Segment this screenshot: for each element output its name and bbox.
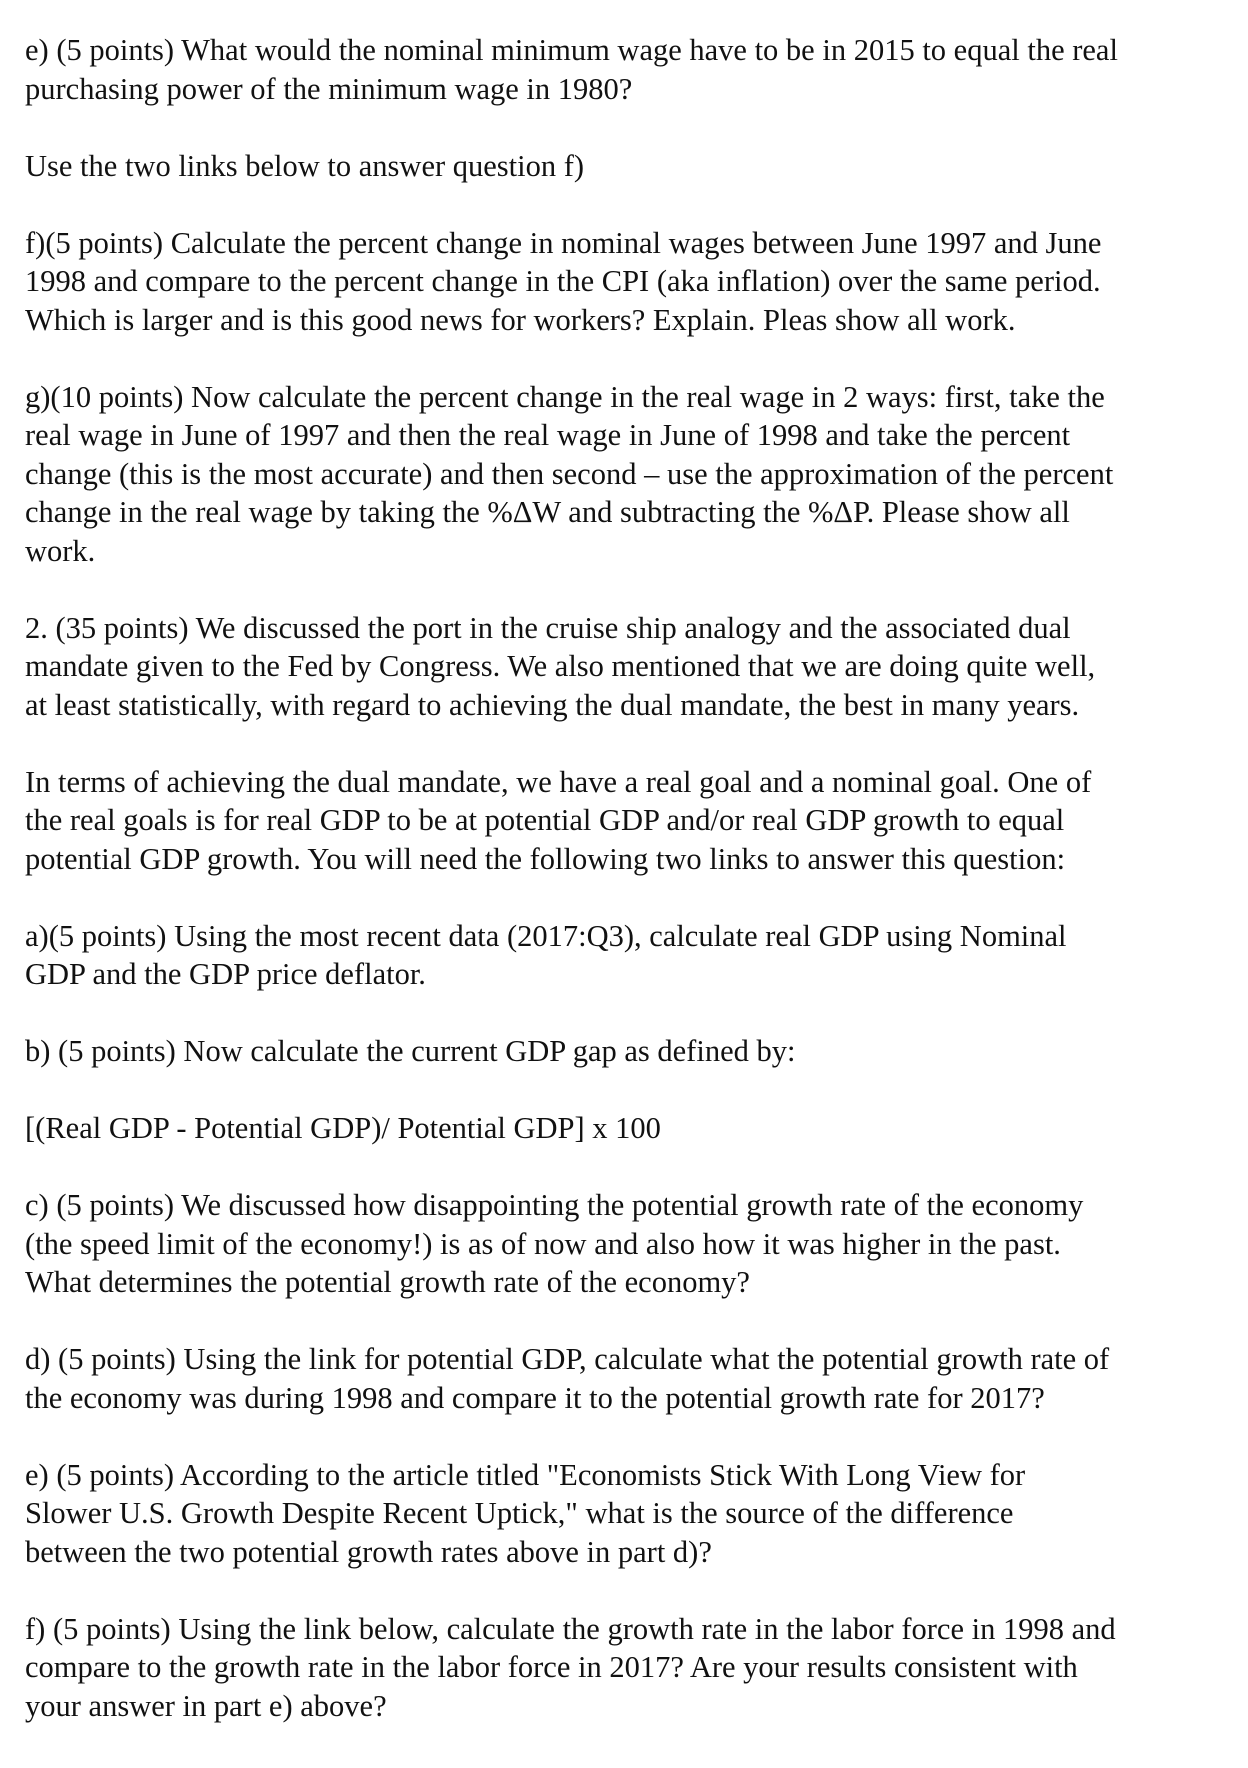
question-2e-article: e) (5 points) According to the article titled "Economists Stick With Long View for Slower U.S. Growth Despite Recent Uptick," what is the source of the difference between the two potential growth rates above in part d)?: [25, 1457, 1026, 1569]
question-1e-min-wage: e) (5 points) What would the nominal minimum wage have to be in 2015 to equal the real purchasing power of the minimum wage in 1980?: [25, 33, 1118, 106]
question-1f-nominal-wages: f)(5 points) Calculate the percent change in nominal wages between June 1997 and June 1998 and compare to the percent change in the CPI (aka inflation) over the same period. Which is larger and is this good news for workers? Explain. Pleas show all work.: [25, 225, 1102, 337]
question-2d-potential-growth-rate: d) (5 points) Using the link for potential GDP, calculate what the potential growth rate of the economy was during 1998 and compare it to the potential growth rate for 2017?: [25, 1342, 1110, 1415]
gdp-gap-formula: [(Real GDP - Potential GDP)/ Potential GDP] x 100: [25, 1111, 661, 1145]
question-2-intro: 2. (35 points) We discussed the port in the cruise ship analogy and the associated dual mandate given to the Fed by Congress. We also mentioned that we are doing quite well, at least statistically, with regard to achieving the dual mandate, the best in many years.: [25, 610, 1096, 722]
question-2b-gdp-gap: b) (5 points) Now calculate the current GDP gap as defined by:: [25, 1034, 796, 1068]
document-page: [25, 31, 1230, 1725]
links-instruction: Use the two links below to answer question f): [25, 148, 585, 183]
question-2f-labor-force: f) (5 points) Using the link below, calculate the growth rate in the labor force in 1998 and compare to the growth rate in the labor force in 2017? Are your results consistent with your answer in part e) above?: [25, 1611, 1116, 1723]
question-2c-potential-growth: c) (5 points) We discussed how disappointing the potential growth rate of the economy (the speed limit of the economy!) is as of now and also how it was higher in the past. What determines the potential growth rate of the economy?: [25, 1188, 1084, 1299]
question-1g-real-wage: g)(10 points) Now calculate the percent change in the real wage in 2 ways: first, take the real wage in June of 1997 and then the real wage in June of 1998 and take the percent change (this is the most accurate) and then second – use the approximation of the percent change in the real wage by taking the %ΔW and subtracting the %ΔP. Please show all work.: [25, 379, 1114, 568]
dual-mandate-paragraph: In terms of achieving the dual mandate, we have a real goal and a nominal goal. One of the real goals is for real GDP to be at potential GDP and/or real GDP growth to equal potential GDP growth. You will need the following two links to answer this question:: [25, 764, 1092, 876]
question-2a-real-gdp: a)(5 points) Using the most recent data (2017:Q3), calculate real GDP using Nominal GDP and the GDP price deflator.: [25, 918, 1067, 991]
